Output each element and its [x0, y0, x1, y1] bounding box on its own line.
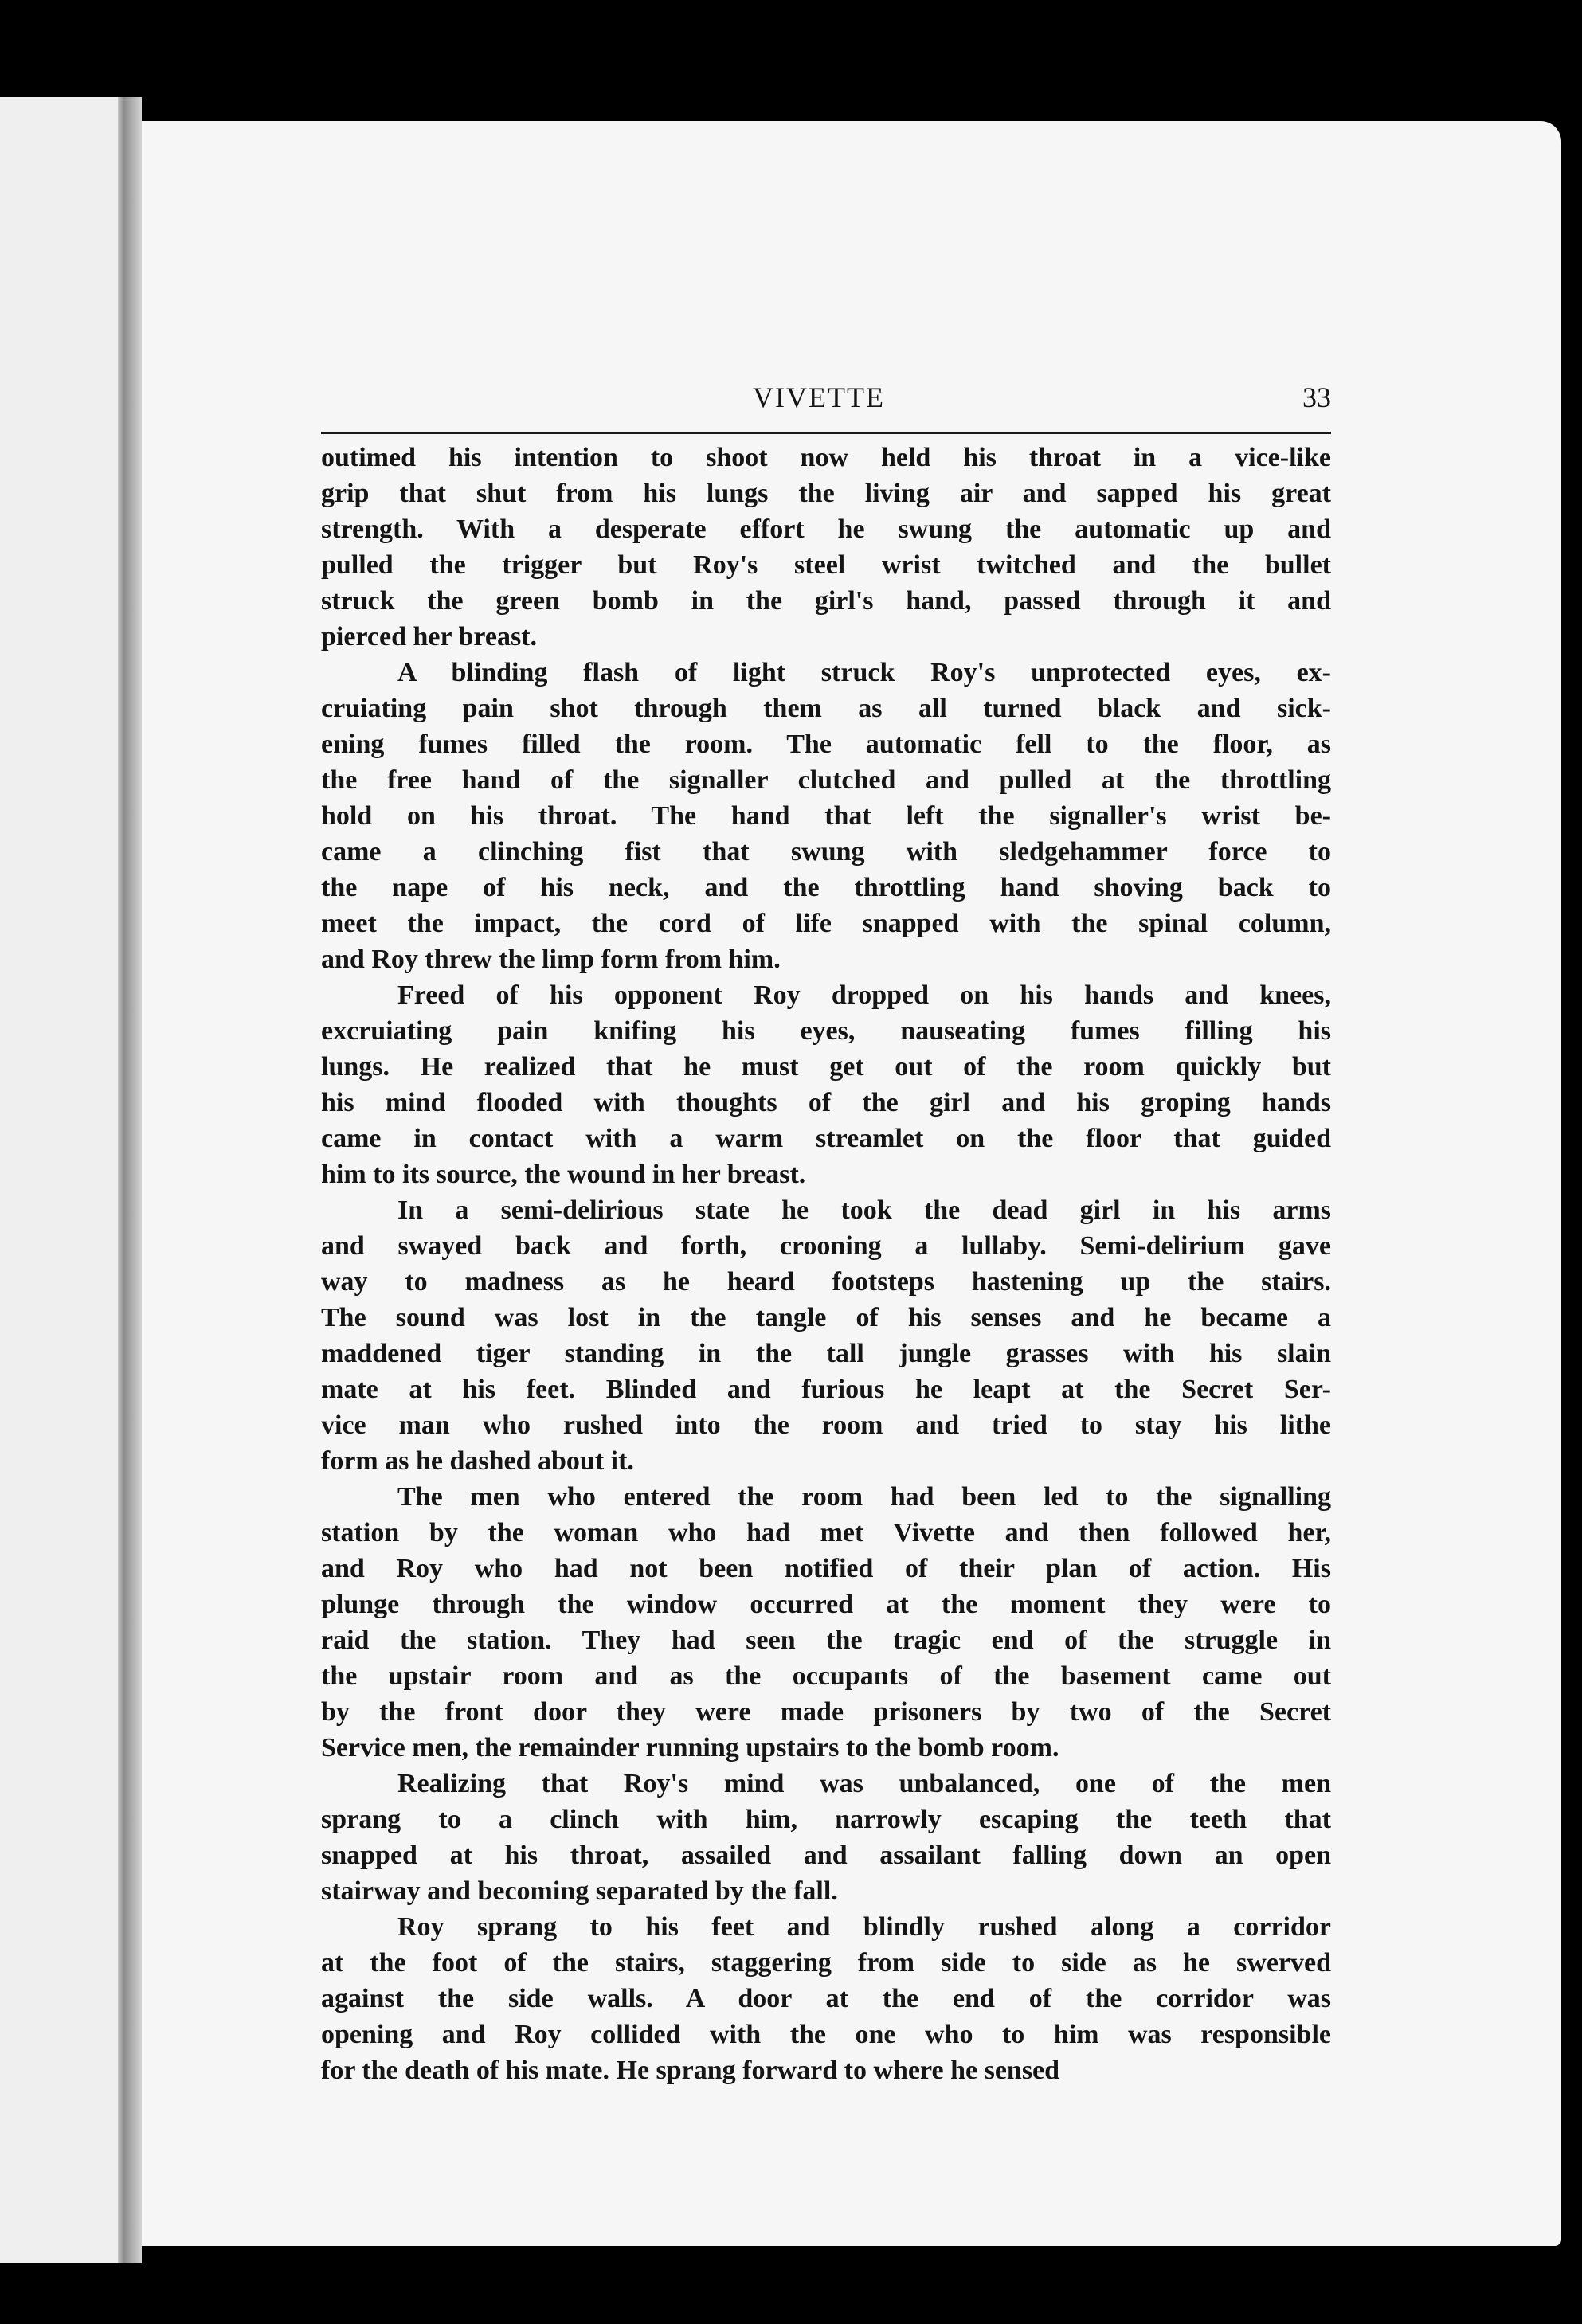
paragraph: [321, 1192, 1331, 1479]
text-line: and Roy who had not been notified of their plan of action. His: [321, 1554, 1331, 1583]
running-title: VIVETTE: [753, 381, 885, 413]
text-line: struck the green bomb in the girl's hand, passed through it and: [321, 586, 1331, 616]
text-line: and swayed back and forth, crooning a lullaby. Semi-delirium gave: [321, 1231, 1331, 1261]
text-line: Freed of his opponent Roy dropped on his hands and knees,: [397, 980, 1331, 1010]
text-line: at the foot of the stairs, staggering from side to side as he swerved: [321, 1948, 1331, 1978]
text-line: meet the impact, the cord of life snapped with the spinal column,: [321, 909, 1331, 938]
text-line: sprang to a clinch with him, narrowly escaping the teeth that: [321, 1805, 1331, 1834]
text-line: stairway and becoming separated by the fall.: [321, 1876, 838, 1906]
text-line: him to its source, the wound in her breast.: [321, 1160, 806, 1189]
book-gutter: [118, 97, 142, 2263]
text-line: mate at his feet. Blinded and furious he leapt at the Secret Ser-: [321, 1375, 1331, 1404]
page-number: 33: [1302, 381, 1331, 413]
text-line: his mind flooded with thoughts of the girl and his groping hands: [321, 1088, 1331, 1117]
text-line: Service men, the remainder running upstairs to the bomb room.: [321, 1733, 1059, 1763]
text-line: hold on his throat. The hand that left the signaller's wrist be-: [321, 801, 1331, 831]
text-line: raid the station. They had seen the tragic end of the struggle in: [321, 1626, 1331, 1655]
text-line: the upstair room and as the occupants of the basement came out: [321, 1661, 1331, 1691]
text-line: A blinding flash of light struck Roy's unprotected eyes, ex-: [397, 658, 1331, 687]
text-line: vice man who rushed into the room and tried to stay his lithe: [321, 1410, 1331, 1440]
text-line: excruiating pain knifing his eyes, nauseating fumes filling his: [321, 1016, 1331, 1046]
text-line: maddened tiger standing in the tall jungle grasses with his slain: [321, 1339, 1331, 1368]
text-line: plunge through the window occurred at the moment they were to: [321, 1590, 1331, 1619]
text-line: pulled the trigger but Roy's steel wrist twitched and the bullet: [321, 550, 1331, 580]
text-line: for the death of his mate. He sprang forward to where he sensed: [321, 2056, 1060, 2085]
text-line: against the side walls. A door at the end of the corridor was: [321, 1984, 1331, 2013]
text-line: the nape of his neck, and the throttling hand shoving back to: [321, 873, 1331, 902]
text-line: The sound was lost in the tangle of his senses and he became a: [321, 1303, 1331, 1332]
text-line: The men who entered the room had been led to the signalling: [397, 1482, 1331, 1512]
facing-page-edge: [0, 97, 119, 2263]
paragraph: [321, 977, 1331, 1192]
text-line: came a clinching fist that swung with sledgehammer force to: [321, 837, 1331, 867]
text-line: pierced her breast.: [321, 622, 538, 651]
text-line: Realizing that Roy's mind was unbalanced, one of the men: [397, 1769, 1331, 1798]
paragraph: [321, 1479, 1331, 1766]
text-line: Roy sprang to his feet and blindly rushed along a corridor: [397, 1912, 1331, 1942]
text-line: outimed his intention to shoot now held his throat in a vice-like: [321, 443, 1331, 472]
text-line: cruiating pain shot through them as all turned black and sick-: [321, 694, 1331, 723]
body-text: [321, 440, 1331, 2088]
text-line: and Roy threw the limp form from him.: [321, 945, 781, 974]
text-line: lungs. He realized that he must get out of the room quickly but: [321, 1052, 1331, 1082]
text-line: the free hand of the signaller clutched and pulled at the throttling: [321, 765, 1331, 795]
text-line: station by the woman who had met Vivette and then followed her,: [321, 1518, 1331, 1547]
text-line: In a semi-delirious state he took the dead girl in his arms: [397, 1195, 1331, 1225]
text-line: strength. With a desperate effort he swung the automatic up and: [321, 514, 1331, 544]
text-line: came in contact with a warm streamlet on the floor that guided: [321, 1124, 1331, 1153]
paragraph: [321, 655, 1331, 977]
paragraph: [321, 1909, 1331, 2088]
text-line: snapped at his throat, assailed and assailant falling down an open: [321, 1841, 1331, 1870]
text-line: by the front door they were made prisoners by two of the Secret: [321, 1697, 1331, 1727]
text-line: ening fumes filled the room. The automatic fell to the floor, as: [321, 730, 1331, 759]
text-line: form as he dashed about it.: [321, 1446, 634, 1476]
text-line: opening and Roy collided with the one who to him was responsible: [321, 2020, 1331, 2049]
text-line: way to madness as he heard footsteps hastening up the stairs.: [321, 1267, 1331, 1297]
paragraph: [321, 1766, 1331, 1909]
paragraph: [321, 440, 1331, 655]
text-line: grip that shut from his lungs the living air and sapped his great: [321, 479, 1331, 508]
running-head: [321, 381, 1331, 434]
